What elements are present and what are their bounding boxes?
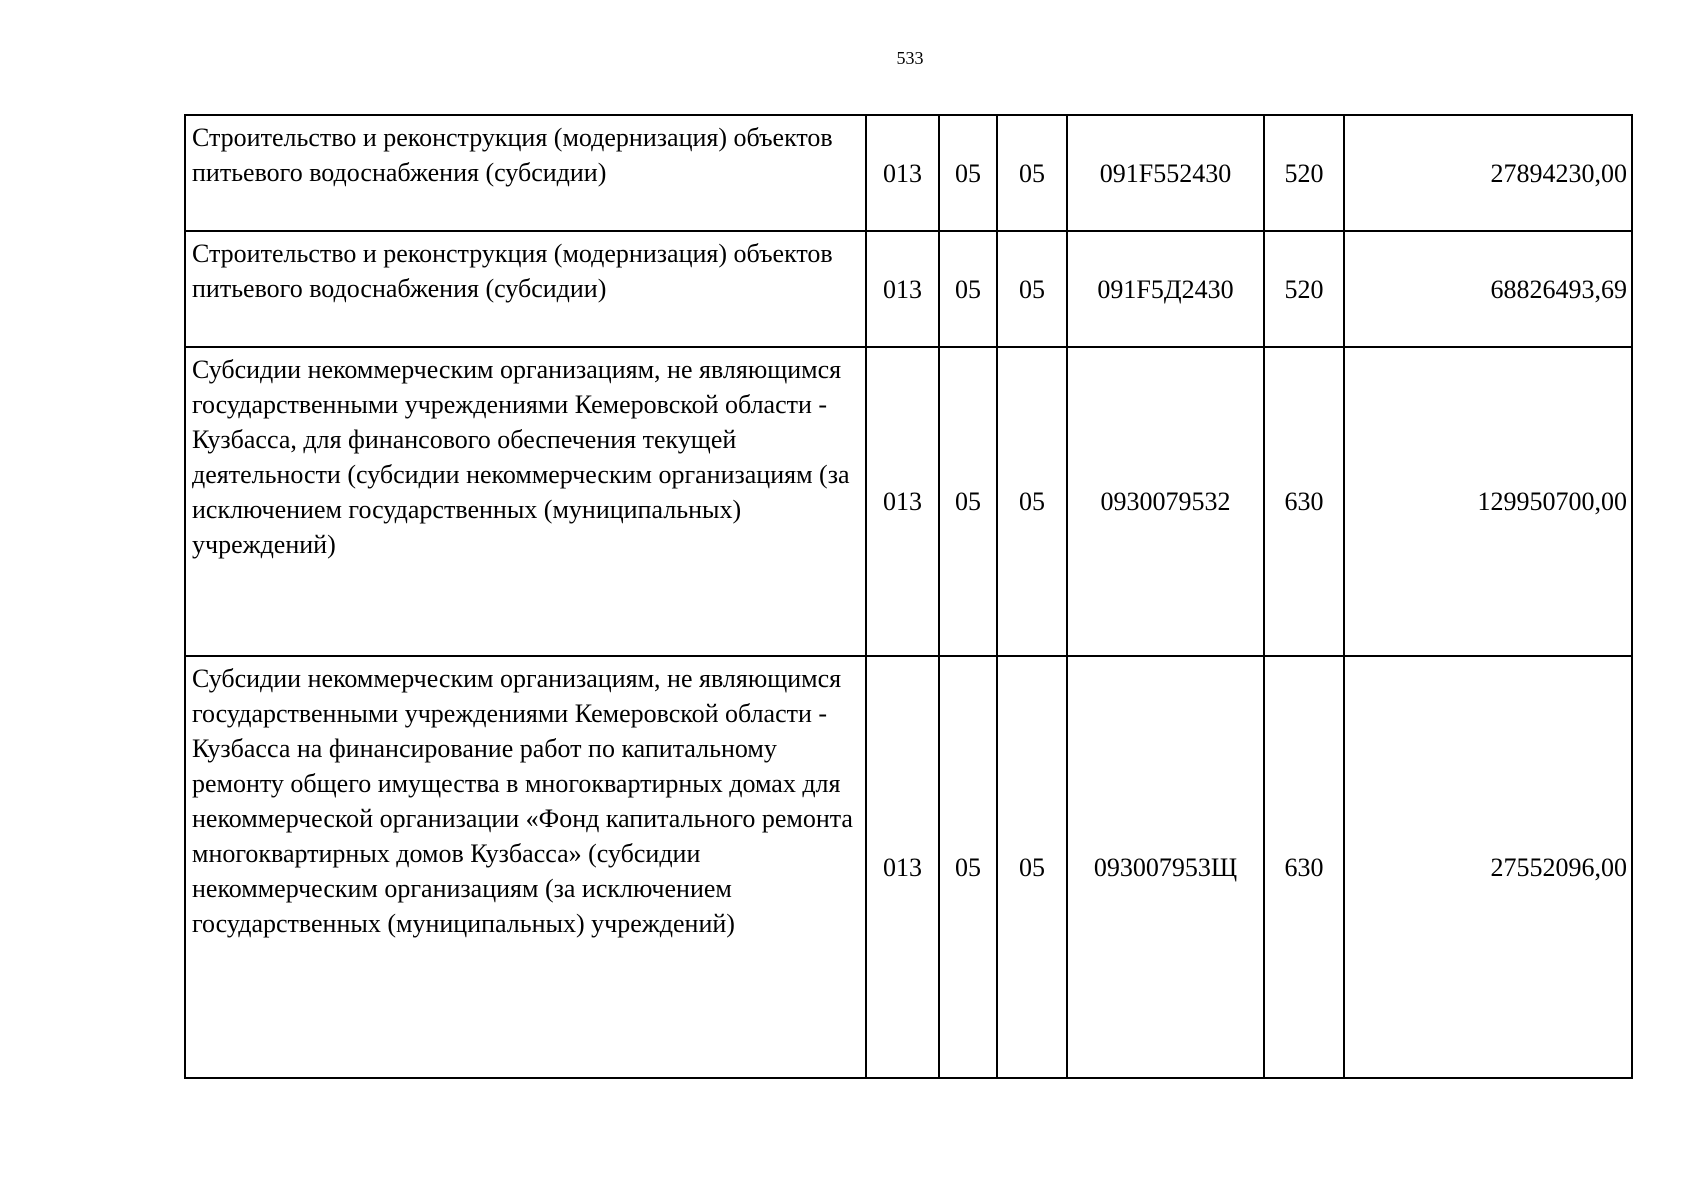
row-description: Строительство и реконструкция (модернизация) объектов питьевого водоснабжения (субсидии) <box>185 115 866 231</box>
page-number: 533 <box>896 48 924 68</box>
row-description: Субсидии некоммерческим организациям, не являющимся государственными учреждениями Кемеровской области - Кузбасса, для финансового обеспечения текущей деятельности (субсидии некоммерческим организациям (за исключением государственных (муниципальных) учреждений) <box>185 347 866 656</box>
expense-type-code: 520 <box>1264 115 1344 231</box>
row-description: Строительство и реконструкция (модернизация) объектов питьевого водоснабжения (субсидии) <box>185 231 866 347</box>
table-row <box>185 347 1632 656</box>
expense-type-code: 630 <box>1264 347 1344 656</box>
target-article-code: 093007953Щ <box>1067 656 1264 1078</box>
expense-type-code: 630 <box>1264 656 1344 1078</box>
row-description: Субсидии некоммерческим организациям, не являющимся государственными учреждениями Кемеровской области - Кузбасса на финансирование работ по капитальному ремонту общего имущества в многоквартирных домах для некоммерческой организации «Фонд капитального ремонта многоквартирных домов Кузбасса» (субсидии некоммерческим организациям (за исключением государственных (муниципальных) учреждений) <box>185 656 866 1078</box>
amount-value: 27894230,00 <box>1344 115 1632 231</box>
section-code: 05 <box>939 656 997 1078</box>
ministry-code: 013 <box>866 115 939 231</box>
target-article-code: 091F552430 <box>1067 115 1264 231</box>
table-row <box>185 231 1632 347</box>
ministry-code: 013 <box>866 347 939 656</box>
expense-type-code: 520 <box>1264 231 1344 347</box>
ministry-code: 013 <box>866 656 939 1078</box>
table-row <box>185 656 1632 1078</box>
subsection-code: 05 <box>997 656 1067 1078</box>
subsection-code: 05 <box>997 231 1067 347</box>
budget-table <box>184 114 1633 1079</box>
amount-value: 129950700,00 <box>1344 347 1632 656</box>
target-article-code: 091F5Д2430 <box>1067 231 1264 347</box>
subsection-code: 05 <box>997 115 1067 231</box>
amount-value: 68826493,69 <box>1344 231 1632 347</box>
section-code: 05 <box>939 115 997 231</box>
subsection-code: 05 <box>997 347 1067 656</box>
table-row <box>185 115 1632 231</box>
amount-value: 27552096,00 <box>1344 656 1632 1078</box>
target-article-code: 0930079532 <box>1067 347 1264 656</box>
ministry-code: 013 <box>866 231 939 347</box>
section-code: 05 <box>939 347 997 656</box>
section-code: 05 <box>939 231 997 347</box>
